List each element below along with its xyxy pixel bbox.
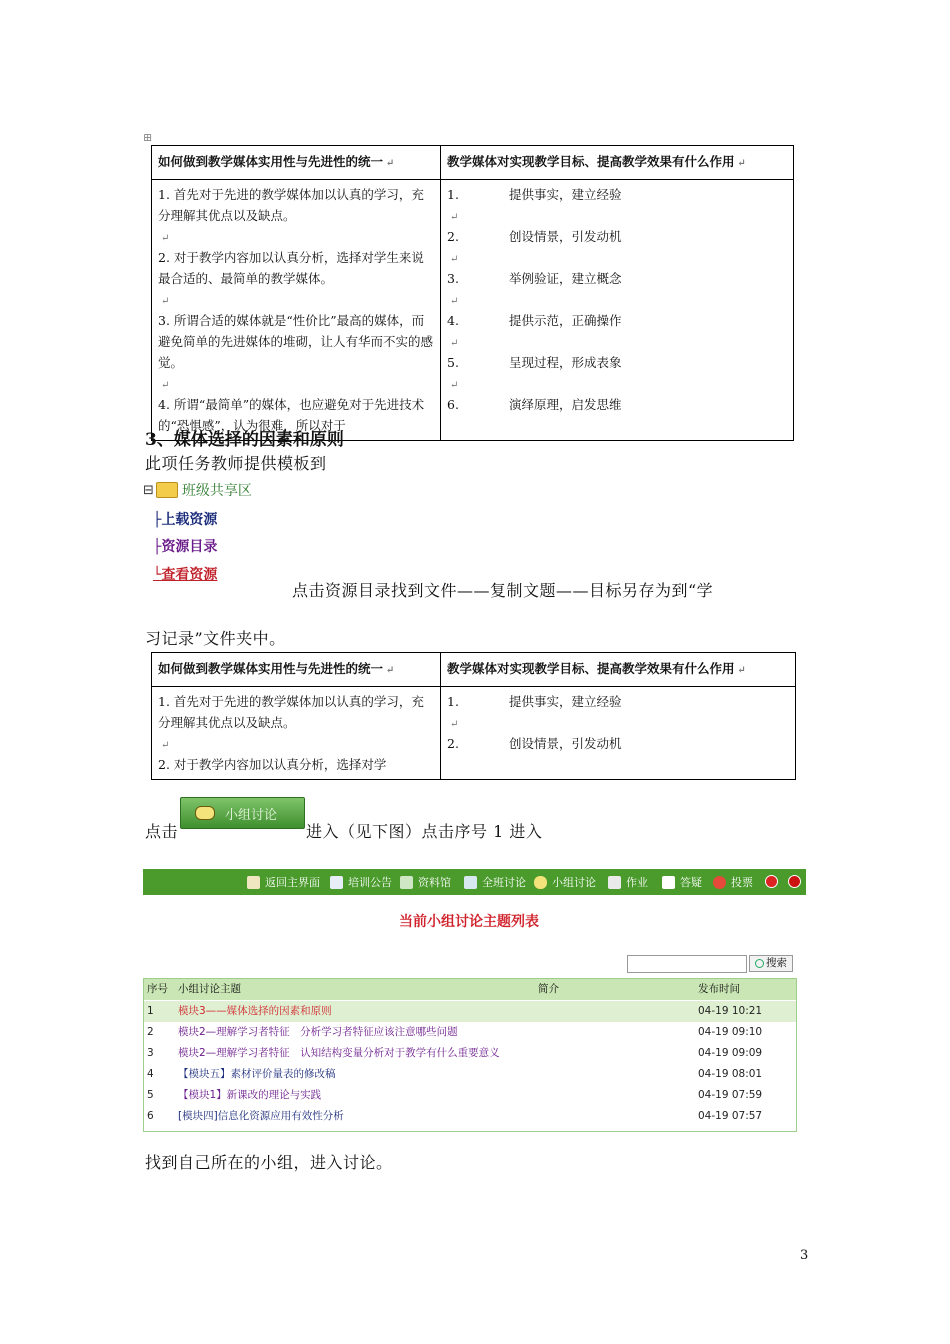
instruction-line-1: 点击资源目录找到文件——复制文题——目标另存为到“学	[292, 581, 714, 600]
cell-paragraph: 1. 首先对于先进的教学媒体加以认真的学习，充分理解其优点以及缺点。	[158, 694, 424, 730]
nav-homework[interactable]: 作业	[608, 874, 648, 890]
class-discussion-icon	[464, 876, 477, 889]
table-cell-left: 1. 首先对于先进的教学媒体加以认真的学习，充分理解其优点以及缺点。 ↵ 2. 对于教学内容加以认真分析，选择对学生来说最合适的、最简单的教学媒体。 ↵ 3. 所谓合适的媒体就是“性价比”最高的媒体，而避免简单的先进媒体的堆砌，让人有华而不实的感觉。 ↵ 4. 所谓“最简单”的媒体，也应避免对于先进技术的“恐惧感”，认为很难，所以对于	[152, 180, 441, 441]
closing-text: 找到自己所在的小组，进入讨论。	[145, 1153, 393, 1172]
cell-paragraph: 2. 对于教学内容加以认真分析，选择对学生来说最合适的、最简单的教学媒体。	[158, 250, 424, 286]
tree-item-view[interactable]: └查看资源	[153, 567, 218, 583]
notice-icon	[330, 876, 343, 889]
vote-icon	[713, 876, 726, 889]
table-cell-right: 1. 提供事实，建立经验 ↵ 2. 创设情景，引发动机 ↵ 3. 举例验证，建立概念 ↵ 4. 提供示范，正确操作 ↵ 5. 呈现过程，形成表象 ↵ 6. 演绎原理，启发思维	[441, 180, 794, 441]
table-row[interactable]: 6 [模块四]信息化资源应用有效性分析 04-19 07:57	[147, 1110, 763, 1122]
group-discussion-button-label: 小组讨论	[225, 807, 278, 823]
table-cell-left: 1. 首先对于先进的教学媒体加以认真的学习，充分理解其优点以及缺点。 ↵ 2. 对于教学内容加以认真分析，选择对学	[152, 687, 441, 780]
table-header-left: 如何做到教学媒体实用性与先进性的统一 ↵	[152, 146, 441, 180]
table-cell-right: 1. 提供事实，建立经验 ↵ 2. 创设情景，引发动机	[441, 687, 796, 780]
table-row[interactable]: 4 【模块五】素材评价量表的修改稿 04-19 08:01	[147, 1068, 763, 1080]
tree-root-label: 班级共享区	[181, 483, 252, 499]
topic-list	[143, 978, 797, 1132]
group-discussion-button[interactable]	[180, 797, 305, 829]
table-row[interactable]: 2 模块2—理解学习者特征 分析学习者特征应该注意哪些问题 04-19 09:10	[147, 1026, 763, 1038]
tree-item-catalog[interactable]: ├资源目录	[153, 539, 218, 555]
forum-nav-bar	[143, 869, 806, 895]
media-table-bottom	[151, 652, 795, 774]
click-suffix: 进入（见下图）点击序号 1 进入	[306, 822, 543, 841]
cell-paragraph: 3. 所谓合适的媒体就是“性价比”最高的媒体，而避免简单的先进媒体的堆砌，让人有华而不实的感觉。	[158, 313, 434, 370]
group-discussion-icon	[195, 806, 215, 820]
list-item: 5. 呈现过程，形成表象	[447, 355, 622, 370]
qa-icon	[662, 876, 675, 889]
media-table-top	[151, 145, 793, 433]
close-icon[interactable]	[788, 875, 801, 888]
search-input[interactable]	[627, 955, 747, 973]
tree-item-upload[interactable]: ├上载资源	[153, 512, 218, 528]
nav-qa[interactable]: 答疑	[662, 874, 702, 890]
home-icon	[247, 876, 260, 889]
cell-paragraph: 1. 首先对于先进的教学媒体加以认真的学习，充分理解其优点以及缺点。	[158, 187, 424, 223]
nav-library[interactable]: 资料馆	[400, 874, 451, 890]
library-icon	[400, 876, 413, 889]
list-item: 6. 演绎原理，启发思维	[447, 397, 622, 412]
group-discussion-icon	[534, 876, 547, 889]
table-row[interactable]: 5 【模块1】新课改的理论与实践 04-19 07:59	[147, 1089, 763, 1101]
topic-list-header: 序号 小组讨论主题 简介 发布时间	[144, 979, 796, 1000]
list-item: 3. 举例验证，建立概念	[447, 271, 622, 286]
table-row[interactable]: 3 模块2—理解学习者特征 认知结构变量分析对于教学有什么重要意义 04-19 09:09	[147, 1047, 763, 1059]
stop-icon[interactable]	[765, 875, 778, 888]
section-heading: 3、媒体选择的因素和原则	[145, 430, 344, 450]
list-item: 4. 提供示范，正确操作	[447, 313, 622, 328]
cell-paragraph: 4. 所谓“最简单”的媒体，也应避免对于先进技术的“恐惧感”，认为很难，所以对于	[158, 397, 425, 433]
nav-vote[interactable]: 投票	[713, 874, 753, 890]
tree-root[interactable]	[143, 480, 252, 500]
click-prefix: 点击	[145, 822, 179, 841]
list-item: 2. 创设情景，引发动机	[447, 736, 622, 751]
resource-tree	[143, 478, 273, 588]
instruction-line-2: 习记录”文件夹中。	[145, 629, 286, 648]
intro-text: 此项任务教师提供模板到	[145, 454, 327, 473]
nav-home[interactable]: 返回主界面	[247, 874, 320, 890]
homework-icon	[608, 876, 621, 889]
table-header-left: 如何做到教学媒体实用性与先进性的统一 ↵	[152, 653, 441, 687]
table-anchor-icon: ⊞	[143, 131, 153, 144]
table-row[interactable]: 1 模块3——媒体选择的因素和原则 04-19 10:21	[144, 1001, 796, 1022]
nav-class-discussion[interactable]: 全班讨论	[464, 874, 526, 890]
list-item: 1. 提供事实，建立经验	[447, 187, 622, 202]
search-icon	[755, 959, 764, 968]
nav-group-discussion[interactable]: 小组讨论	[534, 874, 596, 890]
list-item: 1. 提供事实，建立经验	[447, 694, 622, 709]
cell-paragraph: 2. 对于教学内容加以认真分析，选择对学	[158, 757, 387, 772]
forum-title: 当前小组讨论主题列表	[399, 914, 539, 930]
table-header-right: 教学媒体对实现教学目标、提高教学效果有什么作用 ↵	[441, 653, 796, 687]
search-button[interactable]: 搜索	[749, 955, 793, 972]
table-header-right: 教学媒体对实现教学目标、提高教学效果有什么作用 ↵	[441, 146, 794, 180]
list-item: 2. 创设情景，引发动机	[447, 229, 622, 244]
page-number: 3	[800, 1248, 809, 1263]
collapse-toggle-icon[interactable]: ⊟	[143, 482, 154, 498]
folder-icon	[156, 482, 178, 498]
nav-notice[interactable]: 培训公告	[330, 874, 392, 890]
